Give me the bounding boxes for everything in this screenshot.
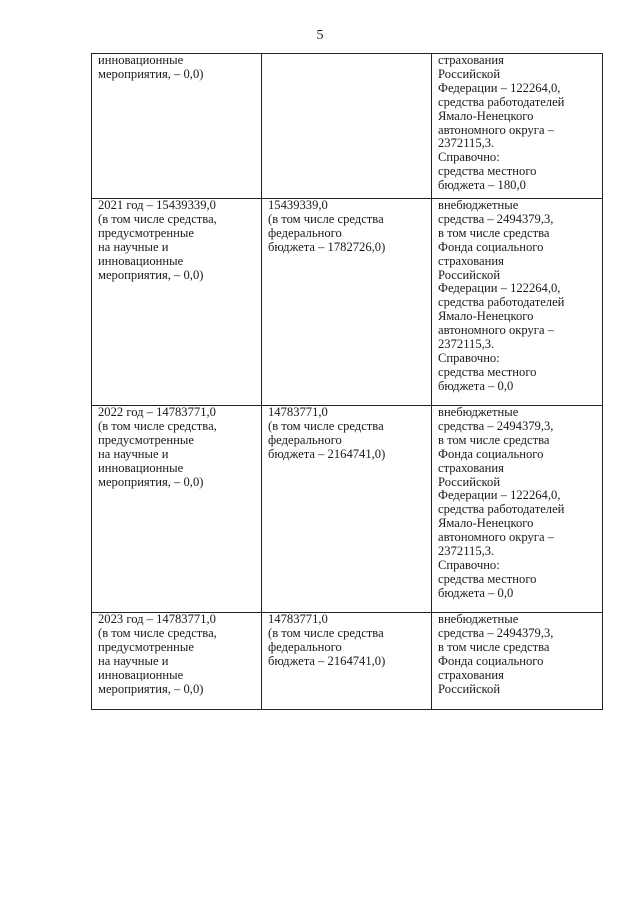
extra-budget-text: внебюджетные средства – 2494379,3, в том числе средства Фонда социального страхования Российской [438,612,554,696]
extra-budget-cell [432,613,603,710]
table-row [92,406,603,613]
year-total-text: 2022 год – 14783771,0 (в том числе средства, предусмотренные на научные и инновационные мероприятия, – 0,0) [98,405,217,489]
federal-budget-cell [262,199,432,406]
year-total-cell [92,406,262,613]
table-row [92,54,603,199]
budget-table [91,53,603,710]
federal-budget-cell [262,54,432,199]
table-row [92,613,603,710]
extra-budget-cell [432,54,603,199]
year-total-cell [92,613,262,710]
year-total-text: 2021 год – 15439339,0 (в том числе средства, предусмотренные на научные и инновационные мероприятия, – 0,0) [98,198,217,282]
extra-budget-text: страхования Российской Федерации – 122264,0, средства работодателей Ямало-Ненецкого автономного округа – 2372115,3. Справочно: средства местного бюджета – 180,0 [438,53,565,193]
extra-budget-text: внебюджетные средства – 2494379,3, в том числе средства Фонда социального страхования Российской Федерации – 122264,0, средства работодателей Ямало-Ненецкого автономного округа – 2372115,3. Справочно: средства местного бюджета – 0,0 [438,198,565,393]
federal-budget-text: 15439339,0 (в том числе средства федерального бюджета – 1782726,0) [268,198,386,254]
federal-budget-cell [262,406,432,613]
federal-budget-text: 14783771,0 (в том числе средства федерального бюджета – 2164741,0) [268,612,386,668]
extra-budget-cell [432,199,603,406]
federal-budget-cell [262,613,432,710]
year-total-cell [92,54,262,199]
extra-budget-text: внебюджетные средства – 2494379,3, в том числе средства Фонда социального страхования Российской Федерации – 122264,0, средства работодателей Ямало-Ненецкого автономного округа – 2372115,3. Справочно: средства местного бюджета – 0,0 [438,405,565,600]
year-total-text: инновационные мероприятия, – 0,0) [98,53,204,81]
table-row [92,199,603,406]
page-number: 5 [316,28,324,43]
federal-budget-text: 14783771,0 (в том числе средства федерального бюджета – 2164741,0) [268,405,386,461]
extra-budget-cell [432,406,603,613]
year-total-cell [92,199,262,406]
year-total-text: 2023 год – 14783771,0 (в том числе средства, предусмотренные на научные и инновационные мероприятия, – 0,0) [98,612,217,696]
